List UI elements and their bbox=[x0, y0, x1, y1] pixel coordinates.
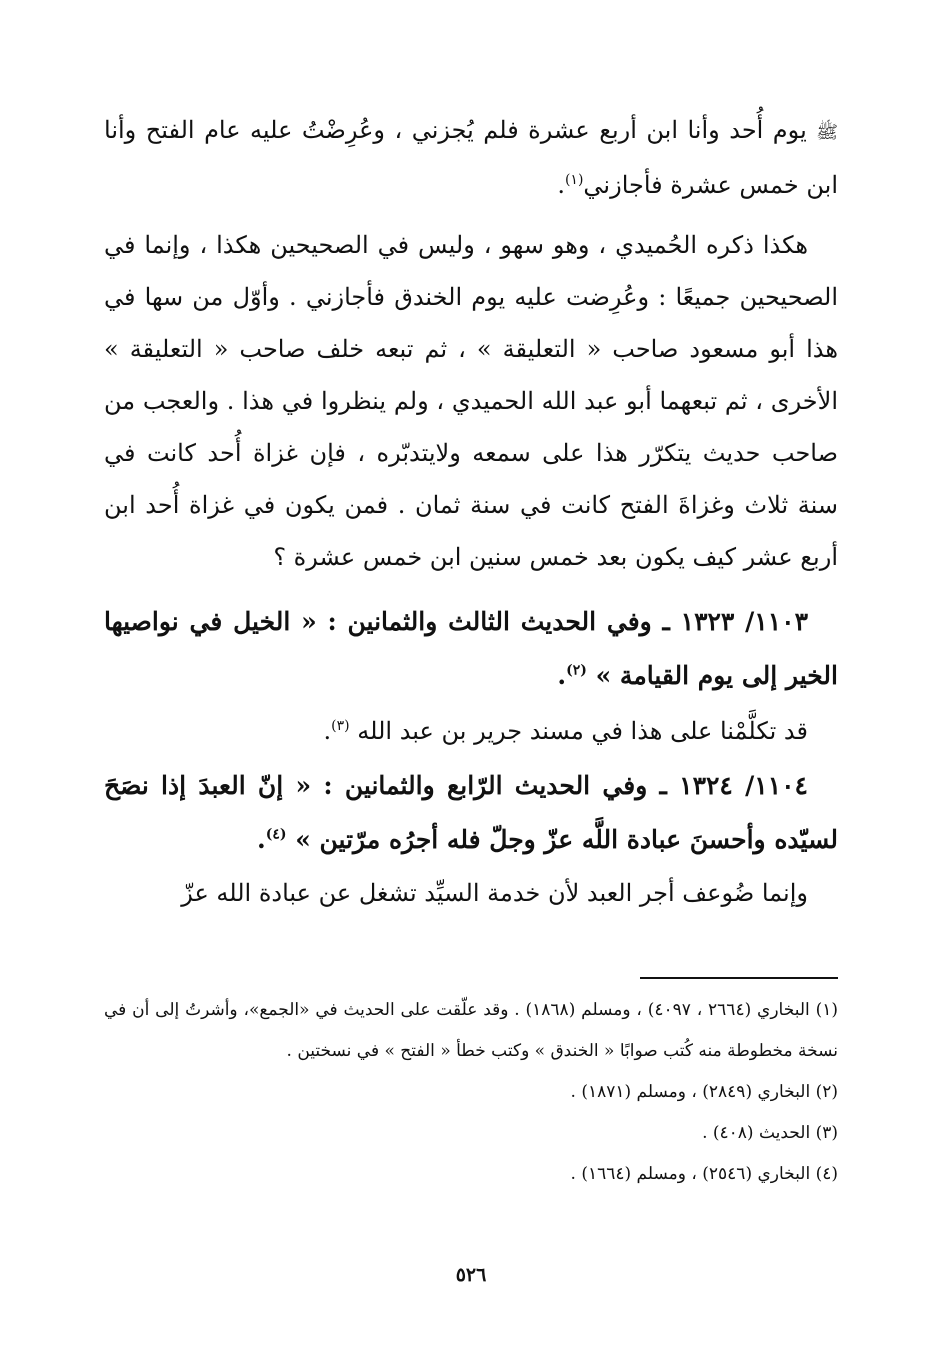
paragraph-end: . bbox=[323, 717, 332, 745]
footnotes-section bbox=[104, 990, 838, 1195]
paragraph-text: يوم أُحد وأنا ابن أربع عشرة فلم يُجزني ، وعُرِضْتُ عليه عام الفتح وأنا ابن خمس عشرة فأجازني bbox=[104, 116, 838, 199]
hadith-heading-end: . bbox=[256, 825, 266, 854]
paragraph-end: . bbox=[557, 171, 565, 199]
honorific-symbol: ﷺ bbox=[816, 122, 838, 143]
footnote-ref-1: (١) bbox=[564, 172, 584, 188]
hadith-heading-end: . bbox=[557, 661, 567, 690]
hadith-heading-text: ١١٠٤/ ١٣٢٤ ـ وفي الحديث الرّابع والثمانين : « إنّ العبدَ إذا نصَحَ لسيّده وأحسنَ عبادة اللَّه عزّ وجلّ فله أجرُه مرّتين » bbox=[104, 771, 838, 854]
paragraph-explanation: وإنما ضُوعف أجر العبد لأن خدمة السيِّد تشغل عن عبادة الله عزّ bbox=[181, 879, 808, 907]
paragraph-commentary: هكذا ذكره الحُميدي ، وهو سهو ، وليس في الصحيحين هكذا ، وإنما في الصحيحين جميعًا : وعُرِضت عليه يوم الخندق فأجازني . وأوّل من سها في هذا أبو مسعود صاحب « التعليقة » ، ثم تبعه خلف صاحب « التعليقة » الأخرى ، ثم تبعهما أبو عبد الله الحميدي ، ولم ينظروا في هذا . والعجب من صاحب حديث يتكرّر هذا على سمعه ولايتدبّره ، فإن غزاة أُحد كانت في سنة ثلاث وغزاةَ الفتح كانت في سنة ثمان . فمن يكون في غزاة أُحد ابن أربع عشر كيف يكون بعد خمس سنين ابن خمس عشرة ؟ bbox=[104, 231, 838, 571]
footnote-ref-3: (٣) bbox=[331, 718, 350, 734]
hadith-heading-text: ١١٠٣/ ١٣٢٣ ـ وفي الحديث الثالث والثمانين : « الخيل في نواصيها الخير إلى يوم القيامة » bbox=[104, 607, 838, 690]
footnote-divider bbox=[640, 977, 838, 979]
footnote-2: (٢) البخاري (٢٨٤٩) ، ومسلم (١٨٧١) . bbox=[570, 1082, 838, 1102]
hadith-heading-1104 bbox=[104, 759, 838, 867]
main-text bbox=[104, 104, 838, 919]
footnote-1: (١) البخاري (٢٦٦٤ ، ٤٠٩٧) ، ومسلم (١٨٦٨) . وقد علّقت على الحديث في «الجمع»، وأشرتُ إلى أن في نسخة مخطوطة منه كُتب صوابًا « الخندق » وكتب خطأ « الفتح » في نسختين . bbox=[104, 1000, 838, 1061]
paragraph-text: قد تكلَّمْنا على هذا في مسند جرير بن عبد الله bbox=[357, 717, 808, 745]
page-number: ٥٢٦ bbox=[455, 1264, 487, 1286]
footnote-4: (٤) البخاري (٢٥٤٦) ، ومسلم (١٦٦٤) . bbox=[570, 1164, 838, 1184]
paragraph-continuation bbox=[104, 104, 838, 211]
footnote-3: (٣) الحديث (٤٠٨) . bbox=[702, 1123, 838, 1143]
hadith-heading-1103 bbox=[104, 595, 838, 703]
paragraph-short-note bbox=[104, 705, 838, 757]
footnote-ref-2: (٢) bbox=[566, 662, 587, 679]
footnote-ref-4: (٤) bbox=[265, 826, 287, 843]
